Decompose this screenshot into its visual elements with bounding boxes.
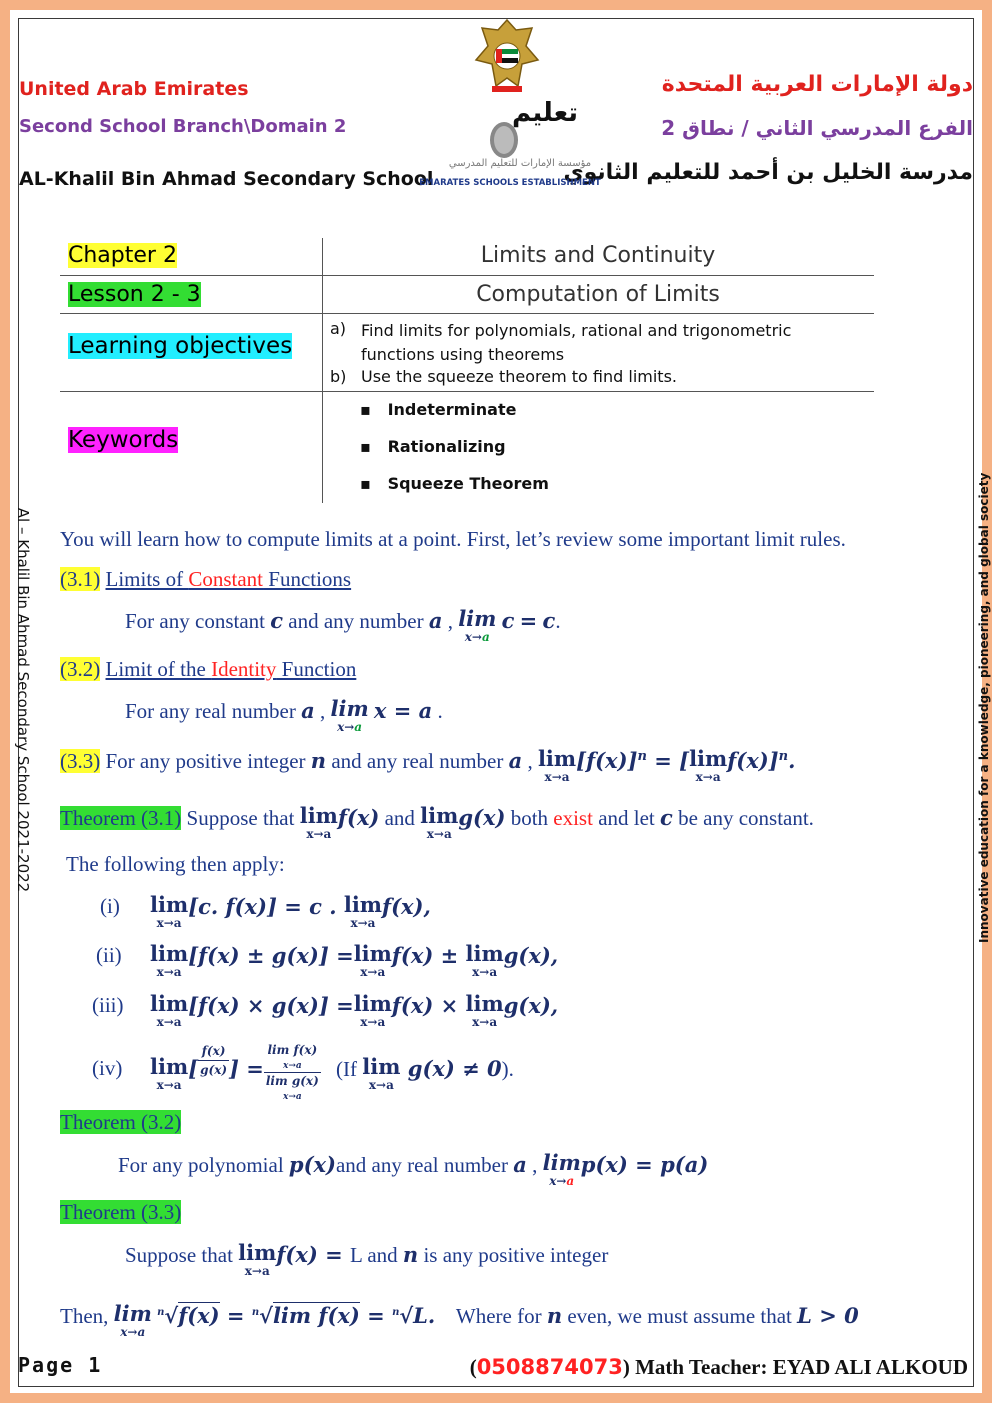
table-divider (322, 238, 323, 503)
header-school-ar: مدرسة الخليل بن أحمد للتعليم الثانوي (563, 160, 973, 185)
chapter-title: Limits and Continuity (480, 243, 716, 268)
header-country-en: United Arab Emirates (19, 78, 249, 100)
theorem-3-1-i: lim x→a [c. f(x)] = c . lim x→a f(x), (150, 892, 431, 930)
theorem-3-1-statement: Theorem (3.1) Suppose that lim x→a f(x) and lim x→a g(x) both exist and let c be any constant. (60, 803, 814, 841)
objective-a: Find limits for polynomials, rational and trigonometric functions using theorems (361, 321, 792, 364)
rule-3-1-heading: (3.1) Limits of Constant Functions (60, 567, 352, 591)
item-label: (iii) (92, 993, 124, 1017)
footer-phone: 0508874073 (476, 1355, 623, 1379)
rule-3-2-heading: (3.2) Limit of the Identity Function (60, 657, 357, 681)
keyword-item: ▪ Squeeze Theorem (360, 474, 549, 493)
page (10, 10, 991, 1393)
side-text-right: Innovative education for a knowledge, pioneering, and global society (977, 472, 991, 943)
lesson-label: Lesson 2 - 3 (68, 282, 201, 307)
item-label: (iv) (92, 1056, 123, 1080)
theorem-3-2-label: Theorem (3.2) (60, 1110, 182, 1134)
rule-3-3-statement: (3.3) For any positive integer n and any real number a , lim x→a $[f(x)]^n$ = [ lim x→a f(x)]$^n$. (60, 746, 796, 784)
objective-b: Use the squeeze theorem to find limits. (361, 367, 677, 386)
rule-3-1-statement: For any constant c and any number a , lim x→a c = c. (125, 606, 561, 644)
rule-3-2-statement: For any real number a , lim x→a x = a . (125, 696, 443, 734)
uae-emblem-icon (472, 16, 542, 96)
item-label: (ii) (96, 943, 122, 967)
header-branch-en: Second School Branch\Domain 2 (19, 116, 347, 137)
intro-text: You will learn how to compute limits at a point. First, let’s review some important limit rules. (60, 527, 846, 551)
keyword-item: ▪ Rationalizing (360, 437, 506, 456)
theorem-3-3-label: Theorem (3.3) (60, 1200, 182, 1224)
theorem-3-1-iii: lim x→a [f(x) × g(x)] = lim x→a f(x) × lim x→a g(x), (150, 991, 559, 1029)
page-number: Page 1 (18, 1353, 103, 1377)
keywords-label: Keywords (68, 427, 179, 453)
chapter-label: Chapter 2 (68, 243, 177, 268)
theorem-3-2-statement: For any polynomial p(x)and any real number a , lim x→a p(x) = p(a) (118, 1150, 709, 1188)
objective-b-marker: b) (330, 367, 347, 386)
ese-logo-arabic: تعليم (512, 98, 579, 128)
header-school-en: AL-Khalil Bin Ahmad Secondary School (19, 168, 434, 190)
objective-a-marker: a) (330, 319, 347, 338)
item-label: (i) (100, 894, 120, 918)
theorem-3-3-statement: Suppose that lim x→a f(x) = L and n is any positive integer (125, 1240, 609, 1278)
footer-teacher: (0508874073) Math Teacher: EYAD ALI ALKOUD (469, 1355, 968, 1379)
theorem-3-1-ii: lim x→a [f(x) ± g(x)] = lim x→a f(x) ± lim x→a g(x), (150, 941, 559, 979)
header-branch-ar: الفرع المدرسي الثاني / نطاق 2 (661, 116, 973, 140)
table-rule (60, 313, 874, 314)
keyword-item: ▪ Indeterminate (360, 400, 517, 419)
header-country-ar: دولة الإمارات العربية المتحدة (661, 72, 973, 97)
objectives-label: Learning objectives (68, 333, 293, 359)
side-text-left: Al – Khalil Bin Ahmad Secondary School 2021-2022 (14, 507, 32, 893)
ese-caption-ar: مؤسسة الإمارات للتعليم المدرسي (448, 158, 592, 169)
theorem-3-1-iv: lim x→a [ $\frac{f(x)}{g(x)}$ ] = lim f(x) x→a lim g(x) x→a (If lim x→a g(x) ≠ 0). (150, 1043, 514, 1102)
table-rule (60, 275, 874, 276)
theorem-3-3-conclusion: Then, lim x→a $^n$√f(x) = $^n$√lim f(x) = $^n$√L. Where for n even, we must assume that L > 0 (60, 1301, 859, 1339)
theorem-3-1-follow: The following then apply: (66, 852, 285, 876)
lesson-title: Computation of Limits (476, 282, 720, 307)
ese-caption-en: EMARATES SCHOOLS ESTABLISHMENT (419, 178, 601, 188)
table-rule (60, 391, 874, 392)
